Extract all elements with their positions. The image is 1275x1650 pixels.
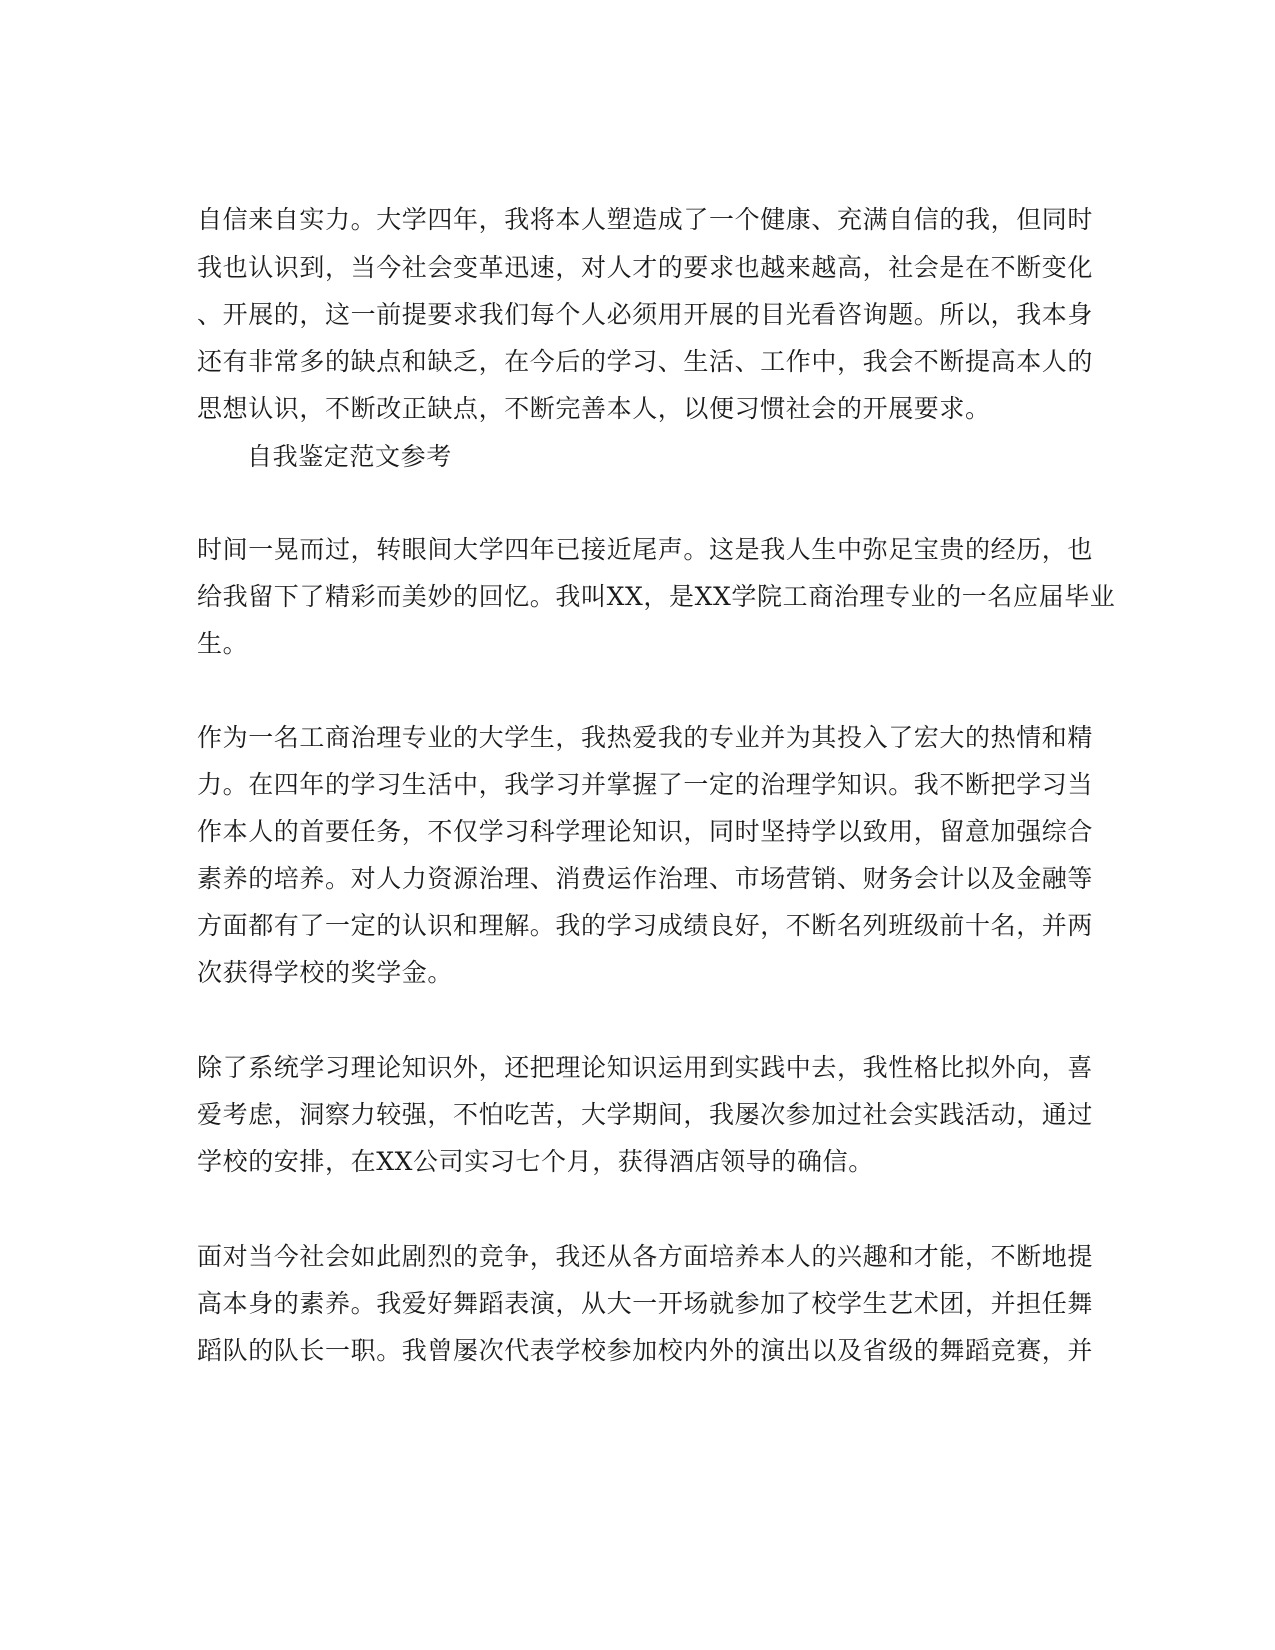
text-line: 思想认识，不断改正缺点，不断完善本人，以便习惯社会的开展要求。 bbox=[197, 394, 991, 423]
text-line: 爱考虑，洞察力较强，不怕吃苦，大学期间，我屡次参加过社会实践活动，通过 bbox=[197, 1100, 1094, 1129]
text-line: 面对当今社会如此剧烈的竞争，我还从各方面培养本人的兴趣和才能，不断地提 bbox=[197, 1242, 1094, 1271]
text-line: 除了系统学习理论知识外，还把理论知识运用到实践中去，我性格比拟外向，喜 bbox=[197, 1053, 1094, 1082]
section-heading: 自我鉴定范文参考 bbox=[247, 442, 452, 471]
text-line: 给我留下了精彩而美妙的回忆。我叫XX，是XX学院工商治理专业的一名应届毕业 bbox=[197, 582, 1116, 611]
text-line: 作本人的首要任务，不仅学习科学理论知识，同时坚持学以致用，留意加强综合 bbox=[197, 817, 1094, 846]
text-line: 还有非常多的缺点和缺乏，在今后的学习、生活、工作中，我会不断提高本人的 bbox=[197, 347, 1094, 376]
text-line: 力。在四年的学习生活中，我学习并掌握了一定的治理学知识。我不断把学习当 bbox=[197, 770, 1094, 799]
text-line: 蹈队的队长一职。我曾屡次代表学校参加校内外的演出以及省级的舞蹈竞赛，并 bbox=[197, 1336, 1094, 1365]
text-line: 学校的安排，在XX公司实习七个月，获得酒店领导的确信。 bbox=[197, 1147, 874, 1176]
text-line: 、开展的，这一前提要求我们每个人必须用开展的目光看咨询题。所以，我本身 bbox=[197, 300, 1094, 329]
text-line: 高本身的素养。我爱好舞蹈表演，从大一开场就参加了校学生艺术团，并担任舞 bbox=[197, 1289, 1094, 1318]
text-line: 作为一名工商治理专业的大学生，我热爱我的专业并为其投入了宏大的热情和精 bbox=[197, 723, 1094, 752]
text-line: 我也认识到，当今社会变革迅速，对人才的要求也越来越高，社会是在不断变化 bbox=[197, 253, 1094, 282]
text-line: 方面都有了一定的认识和理解。我的学习成绩良好，不断名列班级前十名，并两 bbox=[197, 911, 1094, 940]
text-line: 时间一晃而过，转眼间大学四年已接近尾声。这是我人生中弥足宝贵的经历，也 bbox=[197, 535, 1094, 564]
text-line: 次获得学校的奖学金。 bbox=[197, 958, 454, 987]
text-line: 素养的培养。对人力资源治理、消费运作治理、市场营销、财务会计以及金融等 bbox=[197, 864, 1094, 893]
text-line: 生。 bbox=[197, 629, 249, 658]
text-line: 自信来自实力。大学四年，我将本人塑造成了一个健康、充满自信的我，但同时 bbox=[197, 205, 1094, 234]
